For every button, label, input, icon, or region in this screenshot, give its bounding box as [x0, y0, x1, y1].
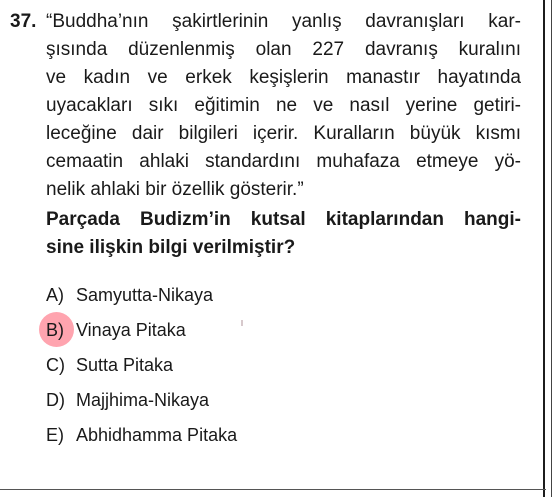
- option-text: Vinaya Pitaka: [76, 320, 186, 340]
- option-text: Abhidhamma Pitaka: [76, 425, 238, 445]
- passage-line: “Buddha’nın şakirtlerinin yanlış davranışları kar-: [46, 11, 521, 32]
- option-letter: B): [46, 320, 64, 340]
- passage-line: uyacakları sıkı eğitimin ne ve nasıl yerine getiri-: [46, 95, 521, 116]
- option-d[interactable]: [46, 388, 237, 423]
- option-letter: C): [46, 355, 65, 375]
- option-c[interactable]: [46, 353, 237, 388]
- option-b[interactable]: [46, 318, 237, 353]
- answer-options: [46, 283, 237, 458]
- option-text: Samyutta-Nikaya: [76, 285, 214, 305]
- scan-edge-line: [543, 0, 545, 497]
- option-text: Sutta Pitaka: [76, 355, 174, 375]
- option-text: Majjhima-Nikaya: [76, 390, 210, 410]
- option-letter: A): [46, 285, 64, 305]
- option-a[interactable]: [46, 283, 237, 318]
- passage-line: ve kadın ve erkek keşişlerin manastır hayatında: [46, 67, 521, 88]
- prompt-line: Parçada Budizm’in kutsal kitaplarından hangi-: [46, 209, 521, 230]
- passage-line: şısında düzenlenmiş olan 227 davranış kuralını: [46, 39, 521, 60]
- passage-line: cemaatin ahlaki standardını muhafaza etmeye yö-: [46, 151, 521, 172]
- question-passage: [46, 8, 521, 204]
- question-prompt: [46, 206, 521, 262]
- passage-line: leceğine dair bilgileri içerir. Kuralların büyük kısmı: [46, 123, 521, 144]
- question-number: 37.: [10, 11, 37, 32]
- option-e[interactable]: [46, 423, 237, 458]
- passage-line: nelik ahlaki bir özellik gösterir.”: [46, 179, 304, 200]
- prompt-line: sine ilişkin bilgi verilmiştir?: [46, 237, 296, 258]
- scan-edge-line-outer: [551, 0, 552, 497]
- scan-bottom-line: [0, 489, 546, 490]
- option-letter: D): [46, 390, 65, 410]
- stray-pen-mark: [241, 320, 243, 326]
- option-letter: E): [46, 425, 64, 445]
